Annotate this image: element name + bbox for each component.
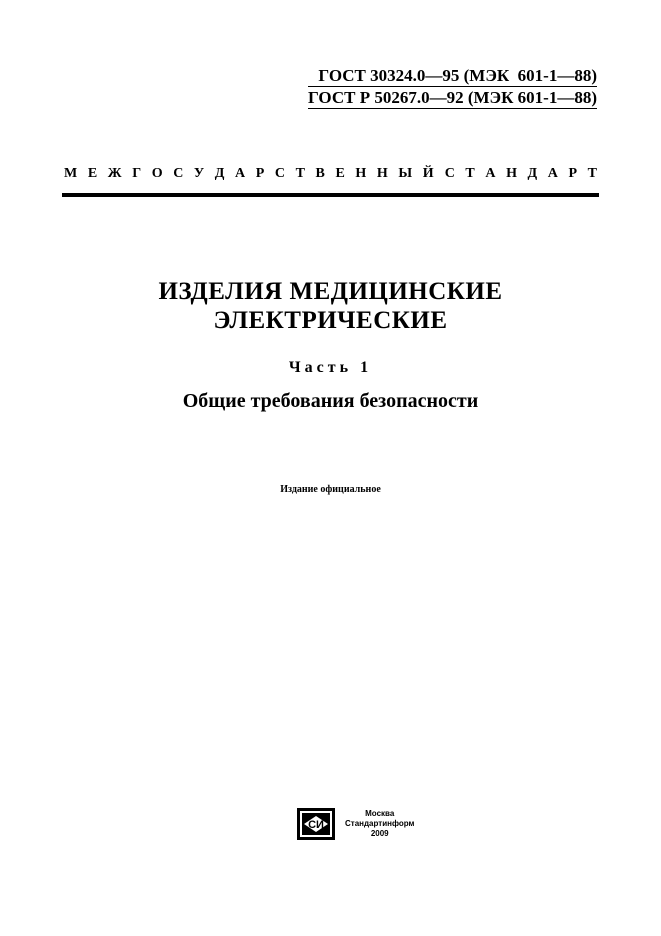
heading-letter: Н (506, 166, 517, 181)
publisher-name: Стандартинформ (345, 819, 415, 828)
header-divider (62, 193, 599, 197)
heading-letter: Д (214, 166, 225, 181)
publisher-city: Москва (365, 809, 395, 818)
heading-letter: Т (295, 166, 305, 181)
gost-code-1: ГОСТ 30324.0—95 (МЭК 601-1—88) (308, 66, 597, 87)
publisher-year: 2009 (370, 829, 389, 838)
heading-letter: С (444, 166, 455, 181)
heading-letter: Д (527, 166, 538, 181)
publisher-text (345, 809, 414, 839)
part-label: Часть 1 (288, 359, 373, 376)
heading-letter: Й (422, 166, 434, 181)
heading-letter: У (193, 166, 205, 181)
standartinform-logo-icon (297, 808, 335, 840)
publisher-block (297, 808, 414, 840)
heading-letter: Е (335, 166, 345, 181)
heading-letter: Т (587, 166, 597, 181)
heading-letter: Ж (107, 166, 122, 181)
heading-letter: С (274, 166, 286, 181)
edition-note: Издание официальное (280, 484, 381, 495)
heading-letter: Н (376, 166, 388, 181)
heading-word-interstate (64, 166, 434, 182)
title-line-2: ЭЛЕКТРИЧЕСКИЕ (213, 307, 448, 334)
heading-letter: Г (132, 166, 142, 181)
heading-letter: В (315, 166, 325, 181)
heading-word-standard (445, 166, 597, 182)
heading-letter: М (64, 166, 78, 181)
svg-text:СИ: СИ (308, 819, 324, 831)
heading-letter: Р (255, 166, 265, 181)
title-line-1: ИЗДЕЛИЯ МЕДИЦИНСКИЕ (158, 278, 503, 305)
heading-letter: О (151, 166, 163, 181)
heading-letter: Н (355, 166, 367, 181)
heading-letter: Е (87, 166, 98, 181)
heading-letter: А (235, 166, 246, 181)
heading-letter: А (485, 166, 496, 181)
standard-type-heading (64, 166, 597, 182)
document-subtitle: Общие требования безопасности (182, 390, 479, 412)
heading-letter: Ы (398, 166, 413, 181)
gost-codes (308, 66, 597, 109)
document-title (0, 277, 661, 335)
gost-code-2: ГОСТ Р 50267.0—92 (МЭК 601-1—88) (308, 88, 597, 107)
heading-letter: А (547, 166, 558, 181)
heading-letter: Т (465, 166, 475, 181)
heading-letter: С (173, 166, 184, 181)
heading-letter: Р (568, 166, 578, 181)
